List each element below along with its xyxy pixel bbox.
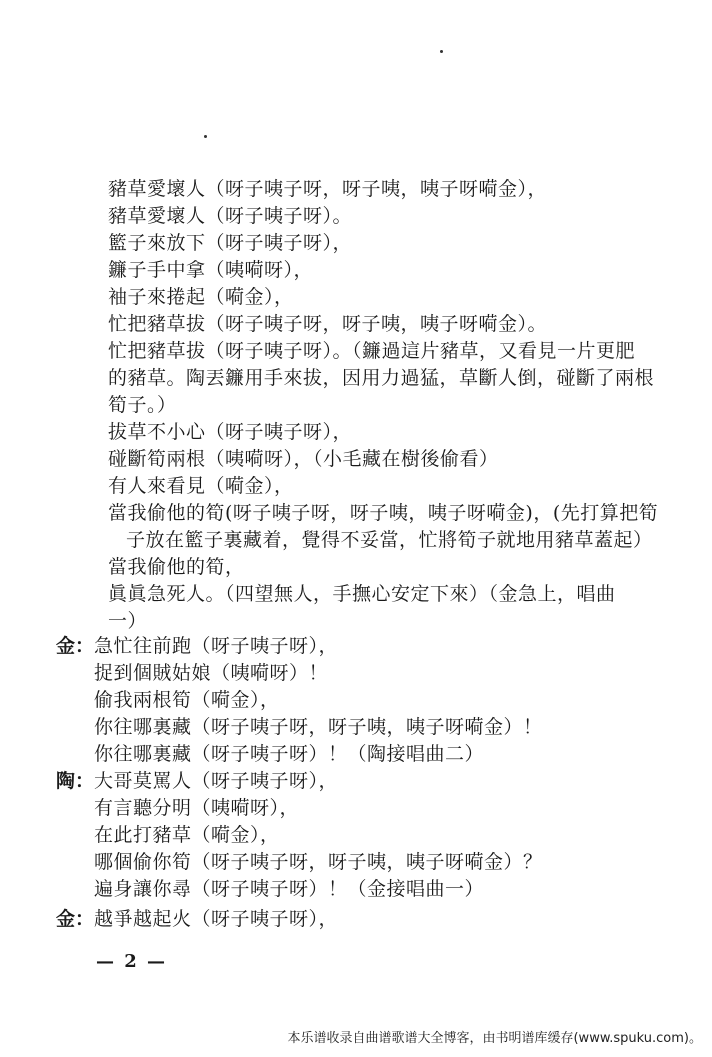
script-line: 有言聽分明（咦嗬呀）， xyxy=(94,797,300,819)
speaker-label-jin: 金： xyxy=(56,635,95,657)
script-line: 忙把豬草拔（呀子咦子呀，呀子咦，咦子呀嗬金）。 xyxy=(108,313,548,335)
footer-note: 本乐谱收录自曲谱歌谱大全博客，由书明谱库缓存(www.spuku.com)。 xyxy=(287,1031,702,1046)
script-line: 豬草愛壞人（呀子咦子呀）。 xyxy=(108,205,353,227)
speaker-label-tao: 陶： xyxy=(56,770,95,792)
script-line: 在此打豬草（嗬金）， xyxy=(94,824,280,846)
script-line: 大哥莫罵人（呀子咦子呀）， xyxy=(94,770,339,792)
script-line: 筍子。） xyxy=(108,394,177,416)
script-line: 你往哪裏藏（呀子咦子呀）！（陶接唱曲二） xyxy=(94,743,485,765)
page-number: — 2 — xyxy=(96,951,168,972)
script-line: 拔草不小心（呀子咦子呀）， xyxy=(108,421,353,443)
script-line: 一） xyxy=(108,610,148,632)
script-line: 有人來看見（嗬金）， xyxy=(108,475,294,497)
script-line: 的豬草。陶丟鐮用手來拔，因用力過猛，草斷人倒，碰斷了兩根 xyxy=(108,367,655,389)
script-line: 哪個偷你筍（呀子咦子呀，呀子咦，咦子呀嗬金）？ xyxy=(94,851,543,873)
script-line: 遍身讓你尋（呀子咦子呀）！（金接唱曲一） xyxy=(94,878,485,900)
script-line: 偷我兩根筍（嗬金）， xyxy=(94,689,280,711)
script-line: 你往哪裏藏（呀子咦子呀，呀子咦，咦子呀嗬金）！ xyxy=(94,716,543,738)
script-line: 忙把豬草拔（呀子咦子呀）。（鐮過這片豬草，又看見一片更肥 xyxy=(108,340,636,362)
script-line: 子放在籃子裏藏着，覺得不妥當，忙將筍子就地用豬草蓋起） xyxy=(126,529,653,551)
script-line: 碰斷筍兩根（咦嗬呀），（小毛藏在樹後偷看） xyxy=(108,448,499,470)
script-line: 眞眞急死人。（四望無人，手撫心安定下來）（金急上，唱曲 xyxy=(108,583,616,605)
script-line: 當我偷他的筍， xyxy=(108,556,245,578)
script-line: 鐮子手中拿（咦嗬呀）， xyxy=(108,259,314,281)
print-speck xyxy=(204,135,207,138)
script-line: 越爭越起火（呀子咦子呀）， xyxy=(94,908,339,930)
speaker-label-jin: 金： xyxy=(56,908,95,930)
script-line: 籃子來放下（呀子咦子呀）， xyxy=(108,232,353,254)
script-line: 當我偷他的筍(呀子咦子呀，呀子咦，咦子呀嗬金)，(先打算把筍 xyxy=(108,502,659,524)
script-line: 袖子來捲起（嗬金）， xyxy=(108,286,294,308)
script-line: 捉到個賊姑娘（咦嗬呀）！ xyxy=(94,662,329,684)
print-speck xyxy=(440,50,443,53)
script-line: 急忙往前跑（呀子咦子呀）， xyxy=(94,635,339,657)
script-line: 豬草愛壞人（呀子咦子呀，呀子咦，咦子呀嗬金）， xyxy=(108,178,548,200)
